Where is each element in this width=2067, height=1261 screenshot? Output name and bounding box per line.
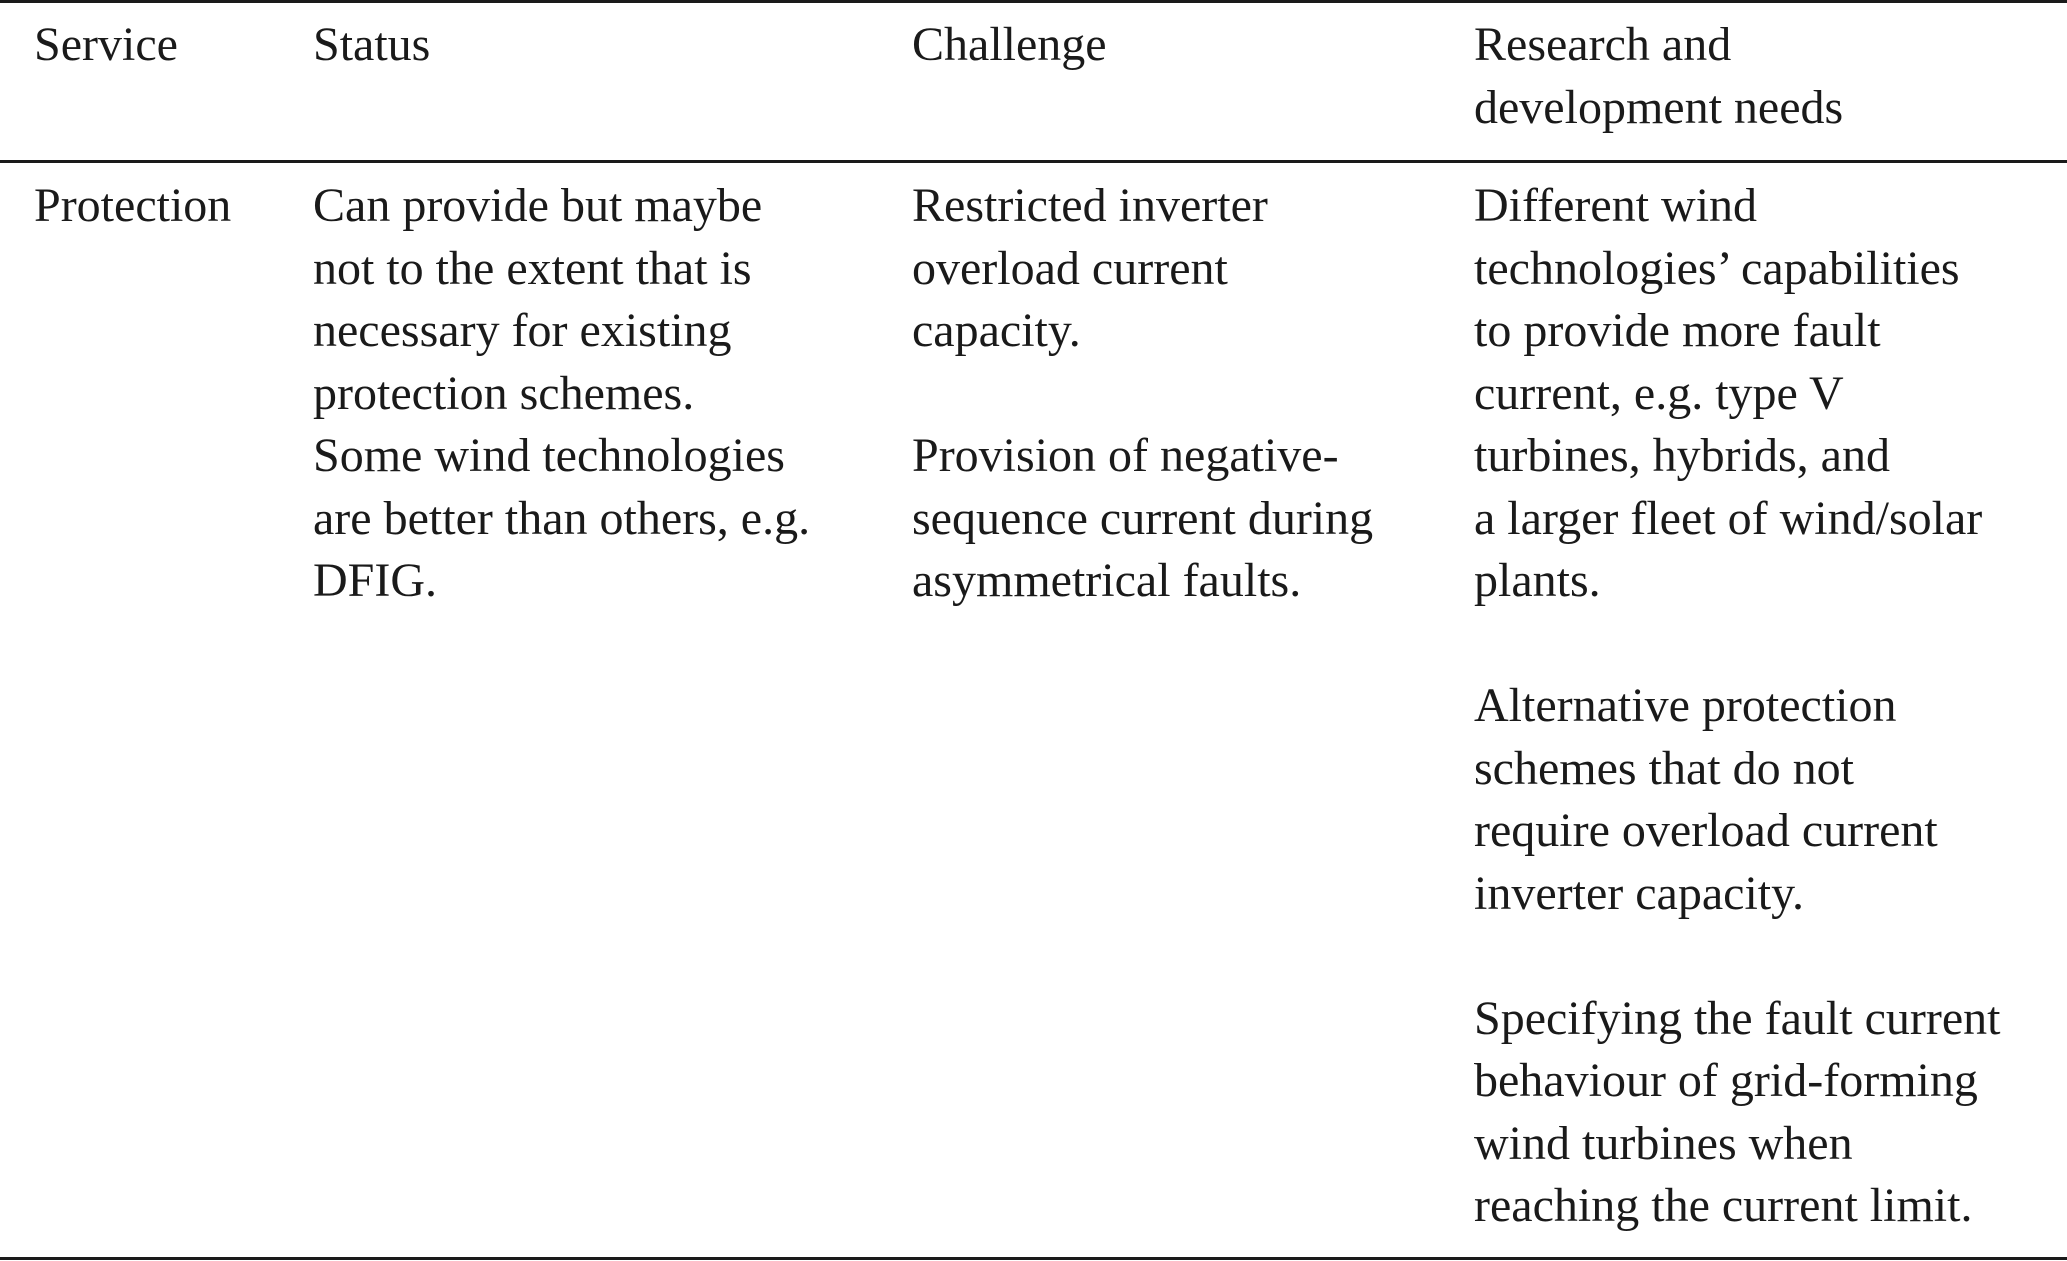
challenge-line: sequence current during: [912, 491, 1374, 545]
header-challenge-text: Challenge: [912, 18, 1107, 71]
header-rule: [0, 160, 2067, 163]
rd-line: Specifying the fault current: [1474, 991, 2001, 1045]
rd-line: require overload current: [1474, 804, 1938, 857]
rd-line: behaviour of grid-forming: [1474, 1054, 1978, 1107]
cell-status: [313, 175, 810, 613]
cell-research-development: [1474, 175, 2000, 1238]
rd-line: wind turbines when: [1474, 1116, 1853, 1170]
header-rd-line: development needs: [1474, 80, 1844, 134]
status-line: protection schemes.: [313, 366, 695, 420]
header-challenge: [912, 14, 1107, 77]
rd-paragraph: [1474, 988, 2000, 1238]
status-line: not to the extent that is: [313, 241, 752, 295]
challenge-line: asymmetrical faults.: [912, 554, 1302, 607]
header-research-development: [1474, 14, 1843, 139]
bottom-rule: [0, 1257, 2067, 1260]
header-status: [313, 14, 430, 77]
challenge-line: Restricted inverter: [912, 179, 1268, 232]
top-rule: [0, 0, 2067, 3]
header-service-text: Service: [34, 18, 178, 71]
rd-paragraph: [1474, 175, 2000, 613]
cell-service: [34, 175, 231, 238]
challenge-line: capacity.: [912, 304, 1081, 357]
rd-line: technologies’ capabilities: [1474, 241, 1960, 295]
rd-line: a larger fleet of wind/solar: [1474, 491, 1983, 545]
header-status-text: Status: [313, 18, 431, 71]
header-rd-line: Research and: [1474, 18, 1732, 71]
rd-line: reaching the current limit.: [1474, 1179, 1973, 1232]
challenge-line: Provision of negative-: [912, 429, 1339, 482]
rd-line: Different wind: [1474, 179, 1758, 232]
rd-line: Alternative protection: [1474, 679, 1897, 732]
cell-challenge: [912, 175, 1373, 613]
status-line: Some wind technologies: [313, 429, 785, 482]
rd-line: current, e.g. type V: [1474, 366, 1844, 420]
challenge-line: overload current: [912, 241, 1228, 295]
status-line: DFIG.: [313, 554, 438, 607]
challenge-paragraph: [912, 175, 1373, 363]
service-text: Protection: [34, 179, 232, 232]
rd-line: turbines, hybrids, and: [1474, 429, 1890, 482]
status-line: necessary for existing: [313, 304, 732, 357]
rd-line: to provide more fault: [1474, 304, 1881, 357]
rd-line: schemes that do not: [1474, 741, 1854, 795]
rd-line: plants.: [1474, 554, 1601, 607]
status-line: Can provide but maybe: [313, 179, 763, 232]
rd-paragraph: [1474, 675, 2000, 925]
header-service: [34, 14, 178, 77]
challenge-paragraph: [912, 425, 1373, 613]
status-line: are better than others, e.g.: [313, 491, 811, 545]
rd-line: inverter capacity.: [1474, 866, 1805, 920]
